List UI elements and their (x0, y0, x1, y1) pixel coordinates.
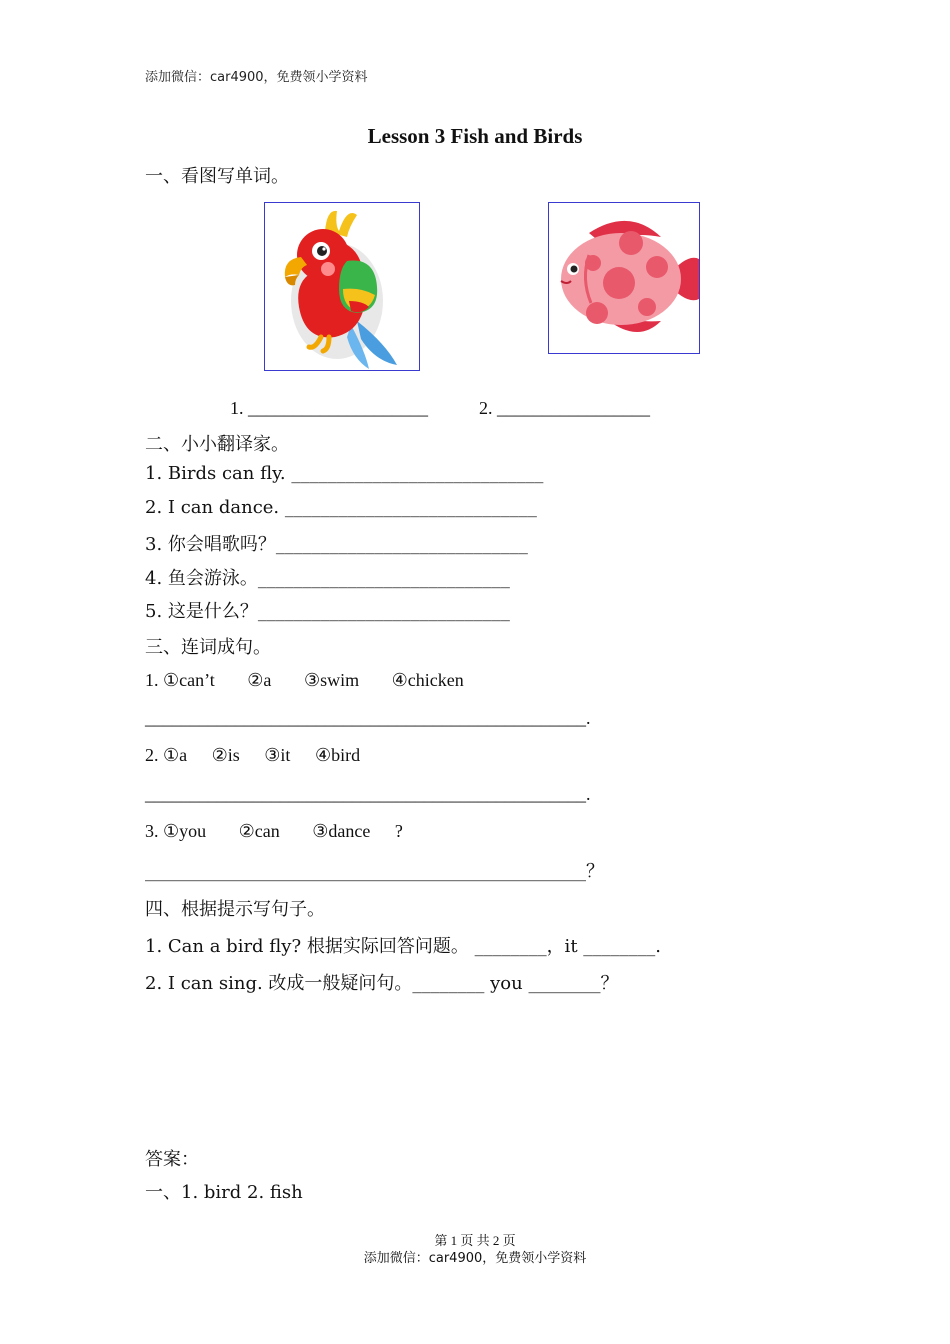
reorder-answer-3[interactable]: _________________________________________________？ (145, 861, 604, 882)
section-3-heading: 三、连词成句。 (145, 637, 271, 658)
word-option: ③it (264, 745, 291, 765)
picture-blank-2[interactable]: 2. _________________ (479, 398, 650, 418)
word-option: ③dance (312, 821, 371, 841)
translate-item-1[interactable]: 1. Birds can fly. ____________________________ (145, 463, 544, 484)
question-number: 3. (145, 821, 159, 841)
word-option: ④chicken (391, 670, 464, 690)
parrot-image-frame (264, 202, 420, 371)
question-number: 1. (145, 670, 159, 690)
picture-blank-1[interactable]: 1. ____________________ (230, 398, 428, 418)
parrot-illustration (265, 203, 419, 370)
section-4-heading: 四、根据提示写句子。 (145, 899, 325, 920)
word-option: ④bird (314, 745, 361, 765)
reorder-answer-2[interactable]: _________________________________________________. (145, 784, 591, 804)
reorder-answer-1[interactable]: _________________________________________________. (145, 708, 591, 728)
answers-line-1: 一、1. bird 2. fish (145, 1182, 303, 1203)
fish-illustration (549, 203, 699, 353)
translate-item-2[interactable]: 2. I can dance. ____________________________ (145, 497, 537, 518)
reorder-question-3 (145, 821, 403, 842)
word-option: ②can (238, 821, 280, 841)
sentence-item-1[interactable]: 1. Can a bird fly? 根据实际回答问题。 ________，it ________. (145, 936, 661, 957)
reorder-question-2 (145, 745, 360, 766)
translate-item-5[interactable]: 5. 这是什么？____________________________ (145, 601, 510, 622)
word-option: ③swim (303, 670, 360, 690)
word-option: ②is (211, 745, 240, 765)
page-header: 添加微信：car4900，免费领小学资料 (145, 70, 368, 85)
word-option: ①you (163, 821, 207, 841)
section-2-heading: 二、小小翻译家。 (145, 434, 289, 455)
word-option: ? (394, 821, 403, 841)
page-footer: 添加微信：car4900，免费领小学资料 (363, 1251, 587, 1266)
question-number: 2. (145, 745, 159, 765)
sentence-item-2[interactable]: 2. I can sing. 改成一般疑问句。________ you ________？ (145, 973, 619, 994)
word-option: ②a (247, 670, 272, 690)
section-1-heading: 一、看图写单词。 (145, 166, 289, 187)
page-title: Lesson 3 Fish and Birds (367, 124, 583, 148)
translate-item-3[interactable]: 3. 你会唱歌吗？____________________________ (145, 534, 528, 555)
word-option: ①can’t (163, 670, 215, 690)
translate-item-4[interactable]: 4. 鱼会游泳。____________________________ (145, 568, 510, 589)
word-option: ①a (163, 745, 188, 765)
page-number: 第 1 页 共 2 页 (434, 1233, 516, 1248)
fish-image-frame (548, 202, 700, 354)
reorder-question-1 (145, 670, 464, 691)
answers-heading: 答案： (145, 1149, 199, 1170)
